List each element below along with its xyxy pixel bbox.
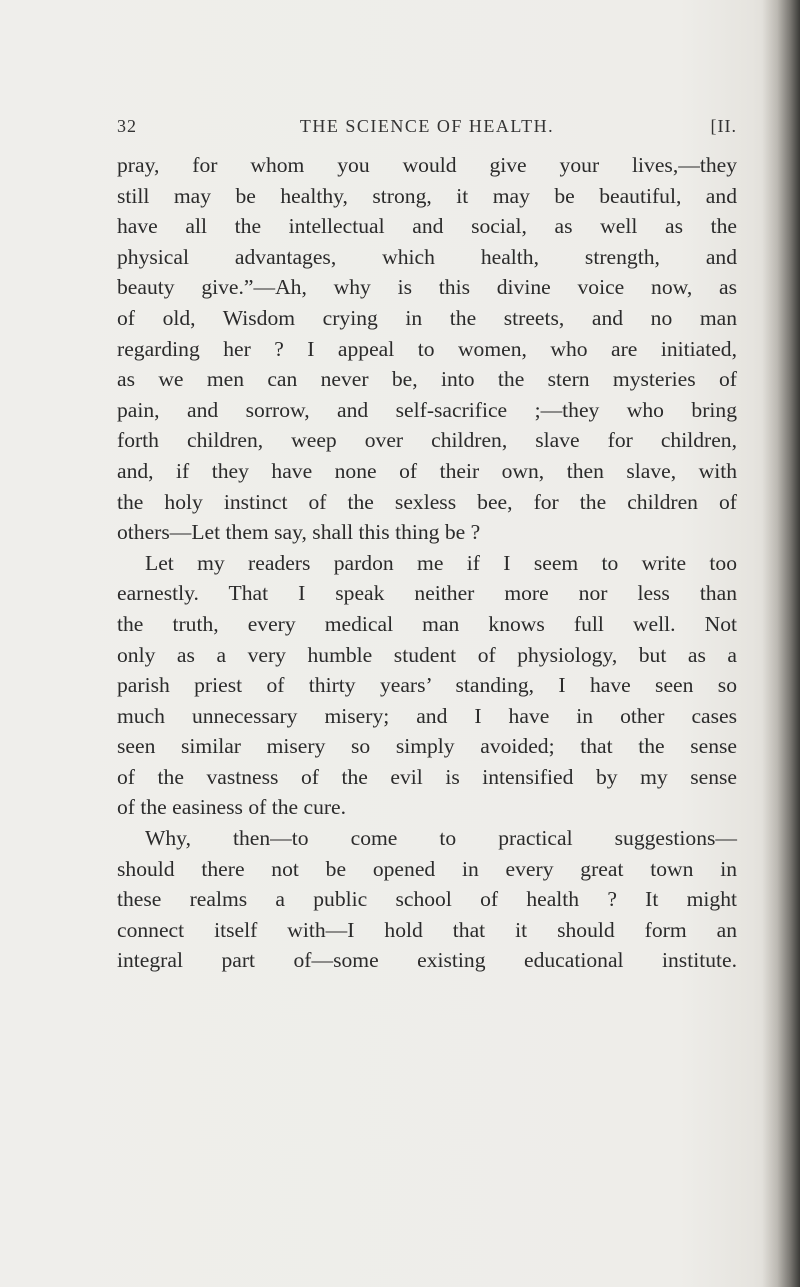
text-line: the holy instinct of the sexless bee, for the children of [117, 489, 737, 514]
paragraph-end-line: of the easiness of the cure. [117, 795, 347, 820]
text-line: forth children, weep over children, slave for children, [117, 428, 737, 453]
text-line: connect itself with—I hold that it should form an [117, 917, 737, 942]
text-line: regarding her ? I appeal to women, who are initiated, [117, 336, 737, 361]
text-line: seen similar misery so simply avoided; that the sense [117, 734, 737, 759]
text-line: beauty give.”—Ah, why is this divine voice now, as [117, 275, 737, 300]
text-line: and, if they have none of their own, then slave, with [117, 458, 737, 483]
text-line: as we men can never be, into the stern mysteries of [117, 367, 737, 392]
text-line: pray, for whom you would give your lives,—they [117, 153, 737, 177]
text-line: these realms a public school of health ? It might [117, 887, 737, 912]
running-title: THE SCIENCE OF HEALTH. [299, 116, 555, 136]
text-line: still may be healthy, strong, it may be beautiful, and [117, 183, 737, 208]
paragraph-start-line: Let my readers pardon me if I seem to write too [145, 550, 737, 575]
text-line: integral part of—some existing educational institute. [117, 948, 737, 973]
text-line: much unnecessary misery; and I have in other cases [117, 703, 737, 728]
text-line: pain, and sorrow, and self-sacrifice ;—they who bring [117, 397, 737, 422]
text-line: of old, Wisdom crying in the streets, and no man [117, 305, 737, 330]
book-gutter-shadow [762, 0, 800, 1287]
text-line: of the vastness of the evil is intensified by my sense [117, 764, 737, 789]
text-line: earnestly. That I speak neither more nor less than [117, 581, 737, 606]
text-line: parish priest of thirty years’ standing, I have seen so [117, 673, 737, 698]
body-text [117, 150, 737, 976]
text-line: have all the intellectual and social, as well as the [117, 214, 737, 239]
paragraph-start-line: Why, then—to come to practical suggestions— [145, 826, 737, 851]
text-line: the truth, every medical man knows full well. Not [117, 611, 737, 636]
section-mark: [II. [710, 116, 737, 136]
text-line: physical advantages, which health, strength, and [117, 244, 737, 269]
paragraph-end-line: others—Let them say, shall this thing be ? [117, 520, 481, 545]
text-line: only as a very humble student of physiology, but as a [117, 642, 737, 667]
text-line: should there not be opened in every great town in [117, 856, 737, 881]
page-header [117, 116, 737, 140]
page-number: 32 [117, 116, 137, 136]
